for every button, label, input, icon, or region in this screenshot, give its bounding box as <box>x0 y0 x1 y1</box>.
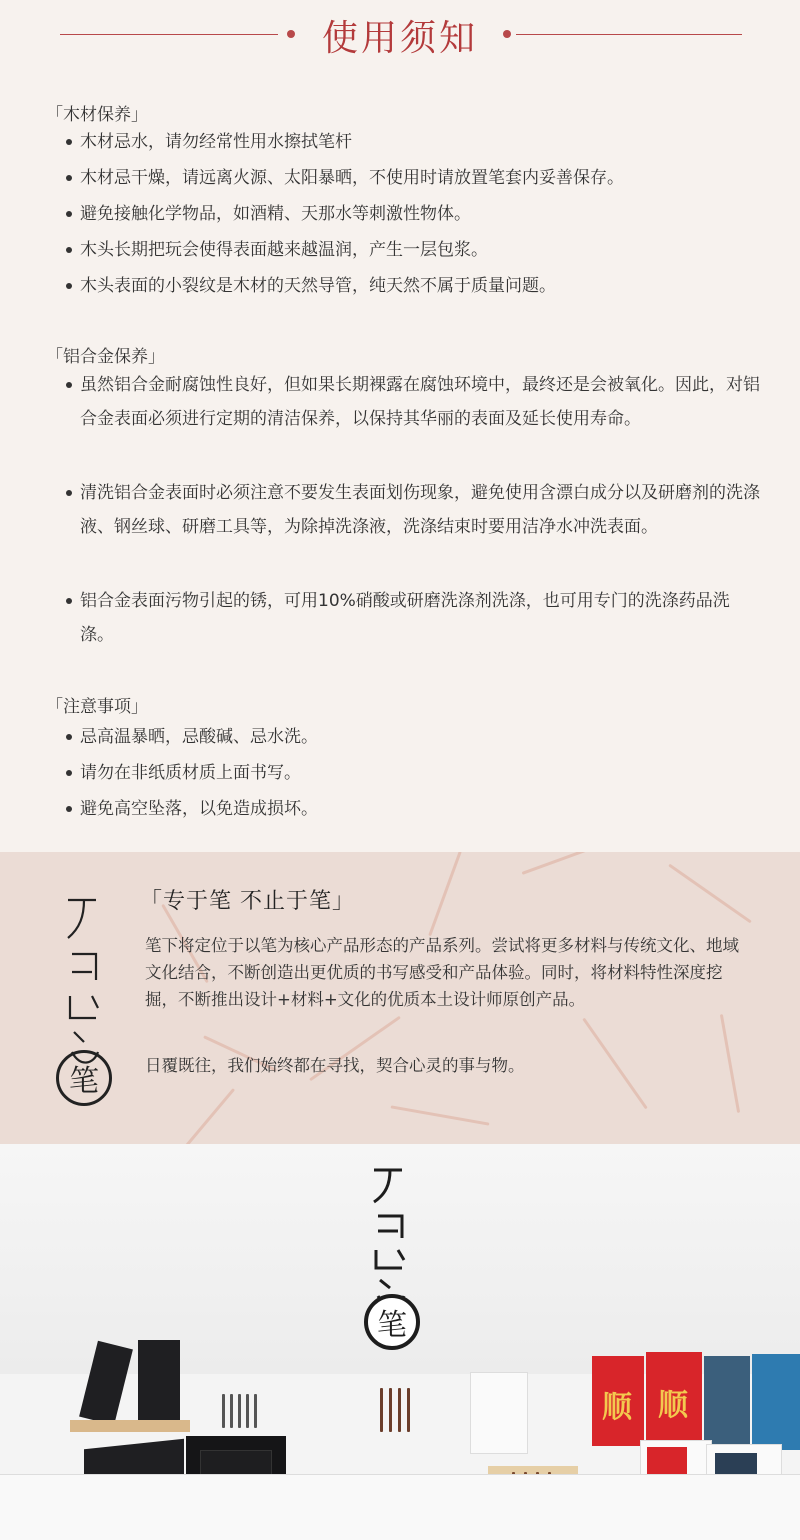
list-item: 清洗铝合金表面时必须注意不要发生表面划伤现象，避免使用含漂白成分以及研磨剂的洗涤液、钢丝球、研磨工具等，为除掉洗涤液，洗涤结束时要用洁净水冲洗表面。 <box>80 476 760 544</box>
brand-slogan: 「专于笔 不止于笔」 <box>140 889 355 914</box>
brand-band <box>0 852 800 1144</box>
brand-description: 笔下将定位于以笔为核心产品形态的产品系列。尝试将更多材料与传统文化、地域文化结合，不断创造出更优质的书写感受和产品体验。同时，将材料特性深度挖掘，不断推出设计+材料+文化的优质本土设计师原创产品。 <box>145 936 739 1009</box>
list-item: 忌高温暴晒，忌酸碱、忌水洗。 <box>80 720 760 754</box>
bullet-icon <box>66 734 72 740</box>
page-header <box>0 0 800 70</box>
list-item: 铝合金表面污物引起的锈，可用10%硝酸或研磨洗涤剂洗涤，也可用专门的洗涤药品洗涤。 <box>80 584 760 652</box>
store-photo <box>0 1144 800 1540</box>
pen-display <box>222 1394 262 1434</box>
wall-seal-icon: 笔 <box>364 1294 420 1350</box>
page-title: 使用须知 <box>321 18 478 59</box>
decorative-pen <box>175 1088 235 1144</box>
decorative-pen <box>582 1018 648 1110</box>
title-rule-left <box>60 34 278 35</box>
bullet-icon <box>66 247 72 253</box>
red-box-label: 顺 <box>658 1388 688 1423</box>
bullet-icon <box>66 175 72 181</box>
title-rule-right <box>516 34 742 35</box>
brand-seal-icon: 笔 <box>56 1050 112 1106</box>
blue-notebook-box <box>752 1354 800 1450</box>
red-box-label: 顺 <box>602 1390 632 1425</box>
pen <box>238 1394 241 1428</box>
section-heading: 「铝合金保养」 <box>46 347 165 367</box>
notebook-box <box>138 1340 180 1424</box>
decorative-pen <box>720 1014 740 1113</box>
bullet-icon <box>66 598 72 604</box>
blue-notebook-box <box>704 1356 750 1448</box>
bullet-icon <box>66 770 72 776</box>
title-dot-right <box>503 30 511 38</box>
wooden-stand <box>70 1420 190 1432</box>
display-shelf <box>0 1474 800 1540</box>
pen <box>389 1388 392 1432</box>
decorative-pen <box>522 852 589 875</box>
list-item: 虽然铝合金耐腐蚀性良好，但如果长期裸露在腐蚀环境中，最终还是会被氧化。因此，对铝合金表面必须进行定期的清洁保养，以保持其华丽的表面及延长使用寿命。 <box>80 368 760 436</box>
list-item: 木材忌水，请勿经常性用水擦拭笔杆 <box>80 125 760 159</box>
wall-logo-icon <box>368 1164 412 1314</box>
red-notebook-box <box>646 1352 702 1448</box>
list-item: 避免高空坠落，以免造成损坏。 <box>80 792 760 826</box>
section-heading: 「木材保养」 <box>46 105 148 125</box>
decorative-pen <box>390 1105 489 1125</box>
list-item: 木材忌干燥，请远离火源、太阳暴晒，不使用时请放置笔套内妥善保存。 <box>80 161 760 195</box>
decorative-pen <box>668 864 752 924</box>
pen <box>380 1388 383 1432</box>
bullet-icon <box>66 283 72 289</box>
pen <box>246 1394 249 1428</box>
bullet-icon <box>66 490 72 496</box>
brand-footer: 日覆既往，我们始终都在寻找，契合心灵的事与物。 <box>145 1056 525 1075</box>
paper-card <box>470 1372 528 1454</box>
pen <box>398 1388 401 1432</box>
pen-display <box>380 1388 420 1438</box>
bullet-icon <box>66 806 72 812</box>
title-dot-left <box>287 30 295 38</box>
red-notebook-box <box>592 1356 644 1446</box>
bullet-icon <box>66 211 72 217</box>
section-heading: 「注意事项」 <box>46 697 148 717</box>
brand-logo-icon <box>62 892 106 1072</box>
list-item: 木头表面的小裂纹是木材的天然导管，纯天然不属于质量问题。 <box>80 269 760 303</box>
decorative-pen <box>428 852 462 936</box>
pen <box>222 1394 225 1428</box>
bullet-icon <box>66 139 72 145</box>
bullet-icon <box>66 382 72 388</box>
list-item: 请勿在非纸质材质上面书写。 <box>80 756 760 790</box>
list-item: 避免接触化学物品，如酒精、天那水等刺激性物体。 <box>80 197 760 231</box>
pen <box>407 1388 410 1432</box>
pen <box>230 1394 233 1428</box>
pen <box>254 1394 257 1428</box>
list-item: 木头长期把玩会使得表面越来越温润，产生一层包浆。 <box>80 233 760 267</box>
